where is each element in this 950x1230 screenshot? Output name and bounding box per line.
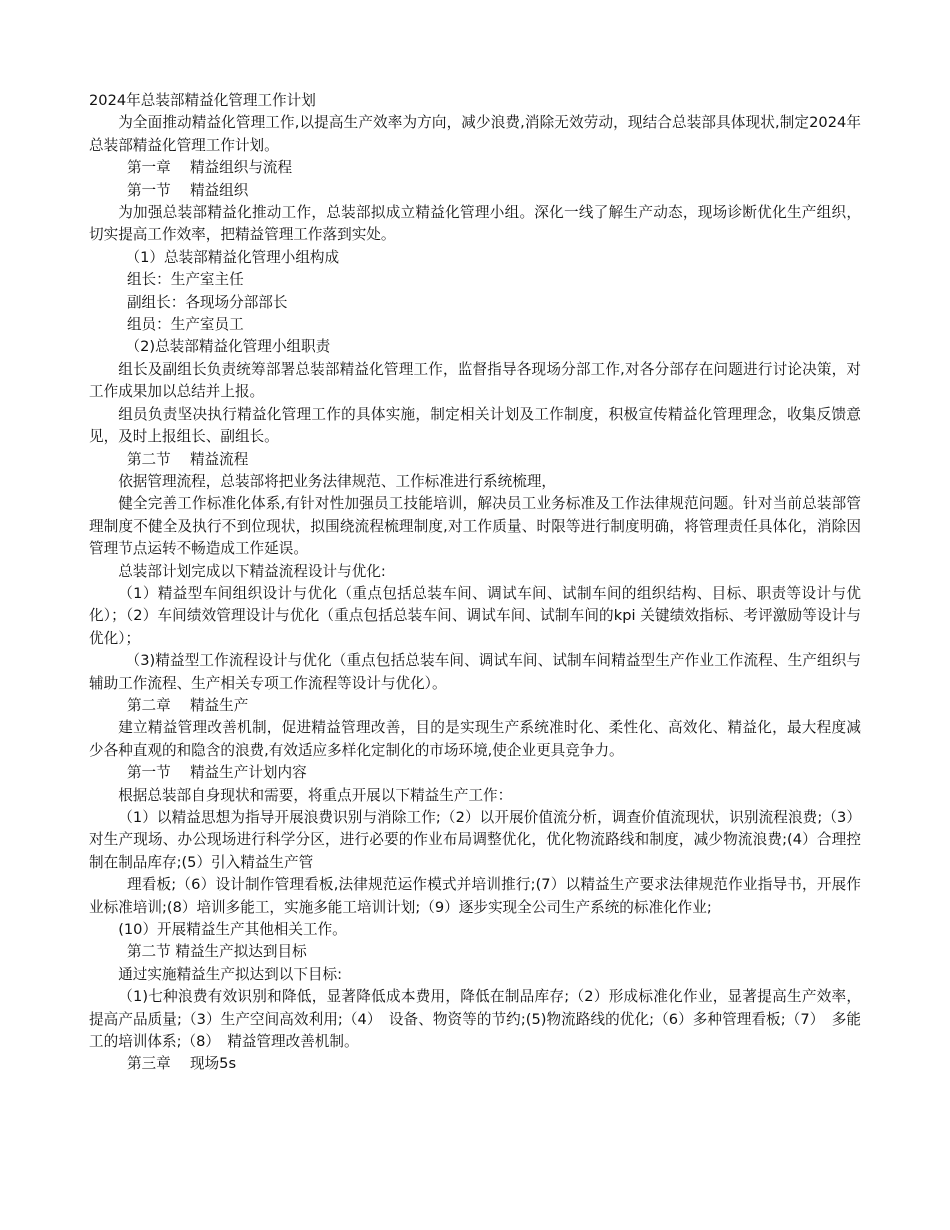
- section-heading-2-2: 第二节 精益生产拟达到目标: [126, 943, 307, 961]
- chapter-heading-2: 第二章 精益生产: [126, 696, 249, 714]
- paragraph: 依据管理流程，总装部将把业务法律规范、工作标准进行系统梳理，: [118, 472, 557, 490]
- paragraph: （1)七种浪费有效识别和降低，显著降低成本费用，降低在制品库存;（2）形成标准化作业，显著提高生产效率，提高产品质量;（3）生产空间高效利用;（4） 设备、物资等的节约;(5)物流路线的优化;（6）多种管理看板;（7） 多能工的培训体系;（8） 精益管理改善机制。: [89, 988, 861, 1051]
- chapter-heading-3: 第三章 现场5s: [126, 1055, 237, 1073]
- paragraph: 建立精益管理改善机制，促进精益管理改善，目的是实现生产系统准时化、柔性化、高效化、精益化，最大程度减少各种直观的和隐含的浪费,有效适应多样化定制化的市场环境,使企业更具竞争力。: [89, 719, 861, 759]
- paragraph: 理看板;（6）设计制作管理看板,法律规范运作模式并培训推行;(7）以精益生产要求法律规范作业指导书，开展作业标准培训;(8）培训多能工，实施多能工培训计划;（9）逐步实现全公司生产系统的标准化作业;: [89, 876, 861, 916]
- document-title: 2024年总装部精益化管理工作计划: [89, 92, 316, 109]
- paragraph: （1）精益型车间组织设计与优化（重点包括总装车间、调试车间、试制车间的组织结构、目标、职责等设计与优化）；（2）车间绩效管理设计与优化（重点包括总装车间、调试车间、试制车间的kpi 关键绩效指标、考评激励等设计与优化）；: [89, 584, 861, 647]
- section-heading-1-2: 第二节 精益流程: [126, 450, 249, 468]
- paragraph: 健全完善工作标准化体系,有针对性加强员工技能培训，解决员工业务标准及工作法律规范问题。针对当前总装部管理制度不健全及执行不到位现状，拟围绕流程梳理制度,对工作质量、时限等进行制度明确，将管理责任具体化，消除因管理节点运转不畅造成工作延误。: [89, 495, 861, 558]
- paragraph: 为加强总装部精益化推动工作，总装部拟成立精益化管理小组。深化一线了解生产动态，现场诊断优化生产组织，切实提高工作效率，把精益管理工作落到实处。: [89, 204, 861, 244]
- list-item: （2)总装部精益化管理小组职责: [125, 338, 331, 356]
- document-page: [89, 90, 861, 1076]
- paragraph: （1）以精益思想为指导开展浪费识别与消除工作;（2）以开展价值流分析，调查价值流现状，识别流程浪费;（3）对生产现场、办公现场进行科学分区，进行必要的作业布局调整优化，优化物流路线和制度，减少物流浪费;(4）合理控制在制品库存;(5）引入精益生产管: [89, 809, 861, 871]
- list-item: 组员：生产室员工: [126, 316, 244, 334]
- paragraph: (10）开展精益生产其他相关工作。: [118, 921, 347, 939]
- paragraph: 组长及副组长负责统筹部署总装部精益化管理工作，监督指导各现场分部工作,对各分部存在问题进行讨论决策，对工作成果加以总结并上报。: [89, 360, 861, 401]
- list-item: 组长：生产室主任: [126, 271, 244, 289]
- section-heading-1-1: 第一节 精益组织: [126, 181, 249, 199]
- section-heading-2-1: 第一节 精益生产计划内容: [126, 764, 307, 782]
- paragraph: 总装部计划完成以下精益流程设计与优化:: [118, 562, 386, 580]
- list-item: 副组长：各现场分部部长: [126, 293, 288, 311]
- paragraph: 组员负责坚决执行精益化管理工作的具体实施，制定相关计划及工作制度，积极宣传精益化管理理念，收集反馈意见，及时上报组长、副组长。: [89, 405, 861, 446]
- paragraph: 通过实施精益生产拟达到以下目标:: [118, 965, 343, 983]
- paragraph: 根据总装部自身现状和需要，将重点开展以下精益生产工作：: [118, 786, 513, 804]
- list-item: （1）总装部精益化管理小组构成: [125, 248, 340, 266]
- chapter-heading-1: 第一章 精益组织与流程: [126, 159, 293, 177]
- paragraph: （3)精益型工作流程设计与优化（重点包括总装车间、调试车间、试制车间精益型生产作业工作流程、生产组织与辅助工作流程、生产相关专项工作流程等设计与优化）。: [89, 652, 861, 692]
- paragraph-intro: 为全面推动精益化管理工作,以提高生产效率为方向，减少浪费,消除无效劳动，现结合总装部具体现状,制定2024年总装部精益化管理工作计划。: [89, 114, 861, 154]
